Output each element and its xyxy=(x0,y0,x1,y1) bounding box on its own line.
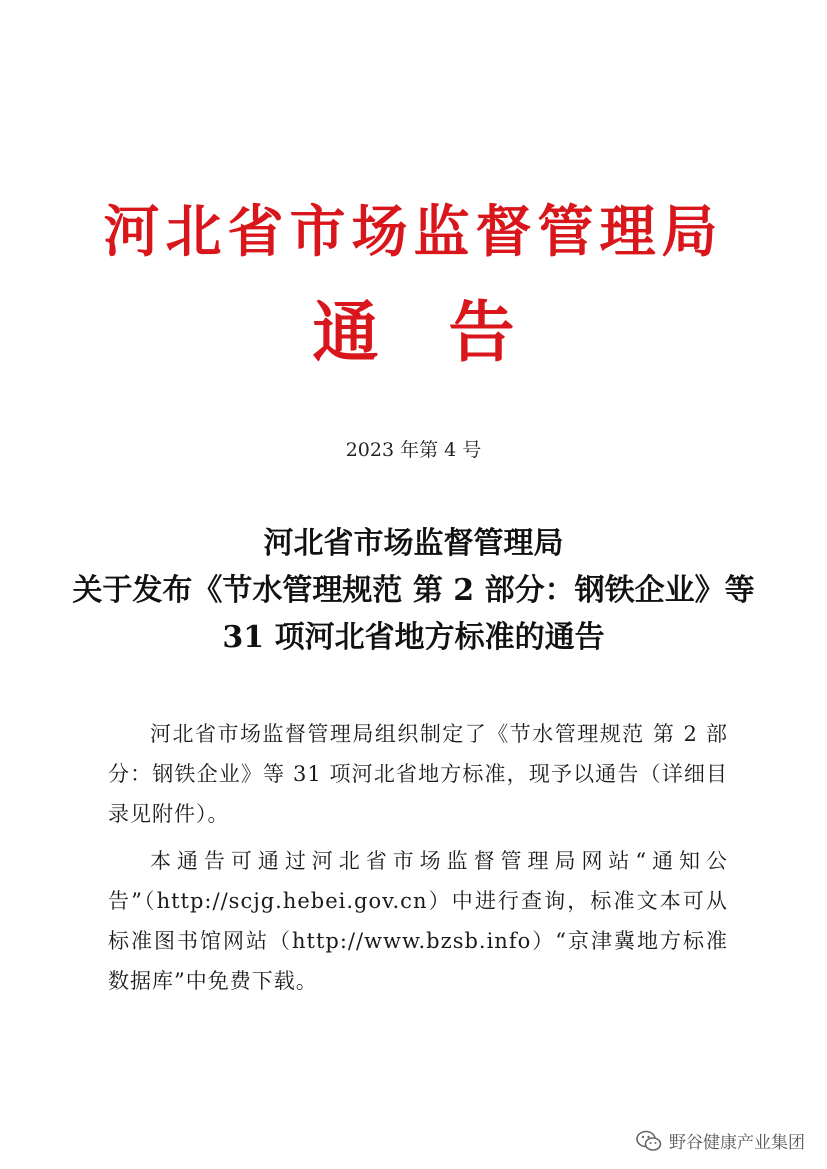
notice-title: 通告 xyxy=(312,293,585,371)
watermark xyxy=(635,1128,805,1153)
wechat-icon xyxy=(635,1129,663,1153)
subject-line-3: 31 项河北省地方标准的通告 xyxy=(222,620,605,655)
subject-line-1: 河北省市场监督管理局 xyxy=(263,526,564,561)
document-number: 2023 年第 4 号 xyxy=(345,439,482,461)
document-body xyxy=(108,714,728,1008)
org-title: 河北省市场监督管理局 xyxy=(103,199,724,265)
body-paragraph-2: 本通告可通过河北省市场监督管理局网站“通知公告”（http://scjg.hebei.gov.cn）中进行查询，标准文本可从标准图书馆网站（http://www.bzsb.info）“京津冀地方标准数据库”中免费下载。 xyxy=(108,849,728,993)
subject-line-2: 关于发布《节水管理规范 第 2 部分：钢铁企业》等 xyxy=(72,573,755,608)
document-subject xyxy=(0,520,827,661)
body-paragraph-1: 河北省市场监督管理局组织制定了《节水管理规范 第 2 部分：钢铁企业》等 31 项河北省地方标准，现予以通告（详细目录见附件）。 xyxy=(108,722,728,826)
watermark-text: 野谷健康产业集团 xyxy=(669,1133,805,1153)
